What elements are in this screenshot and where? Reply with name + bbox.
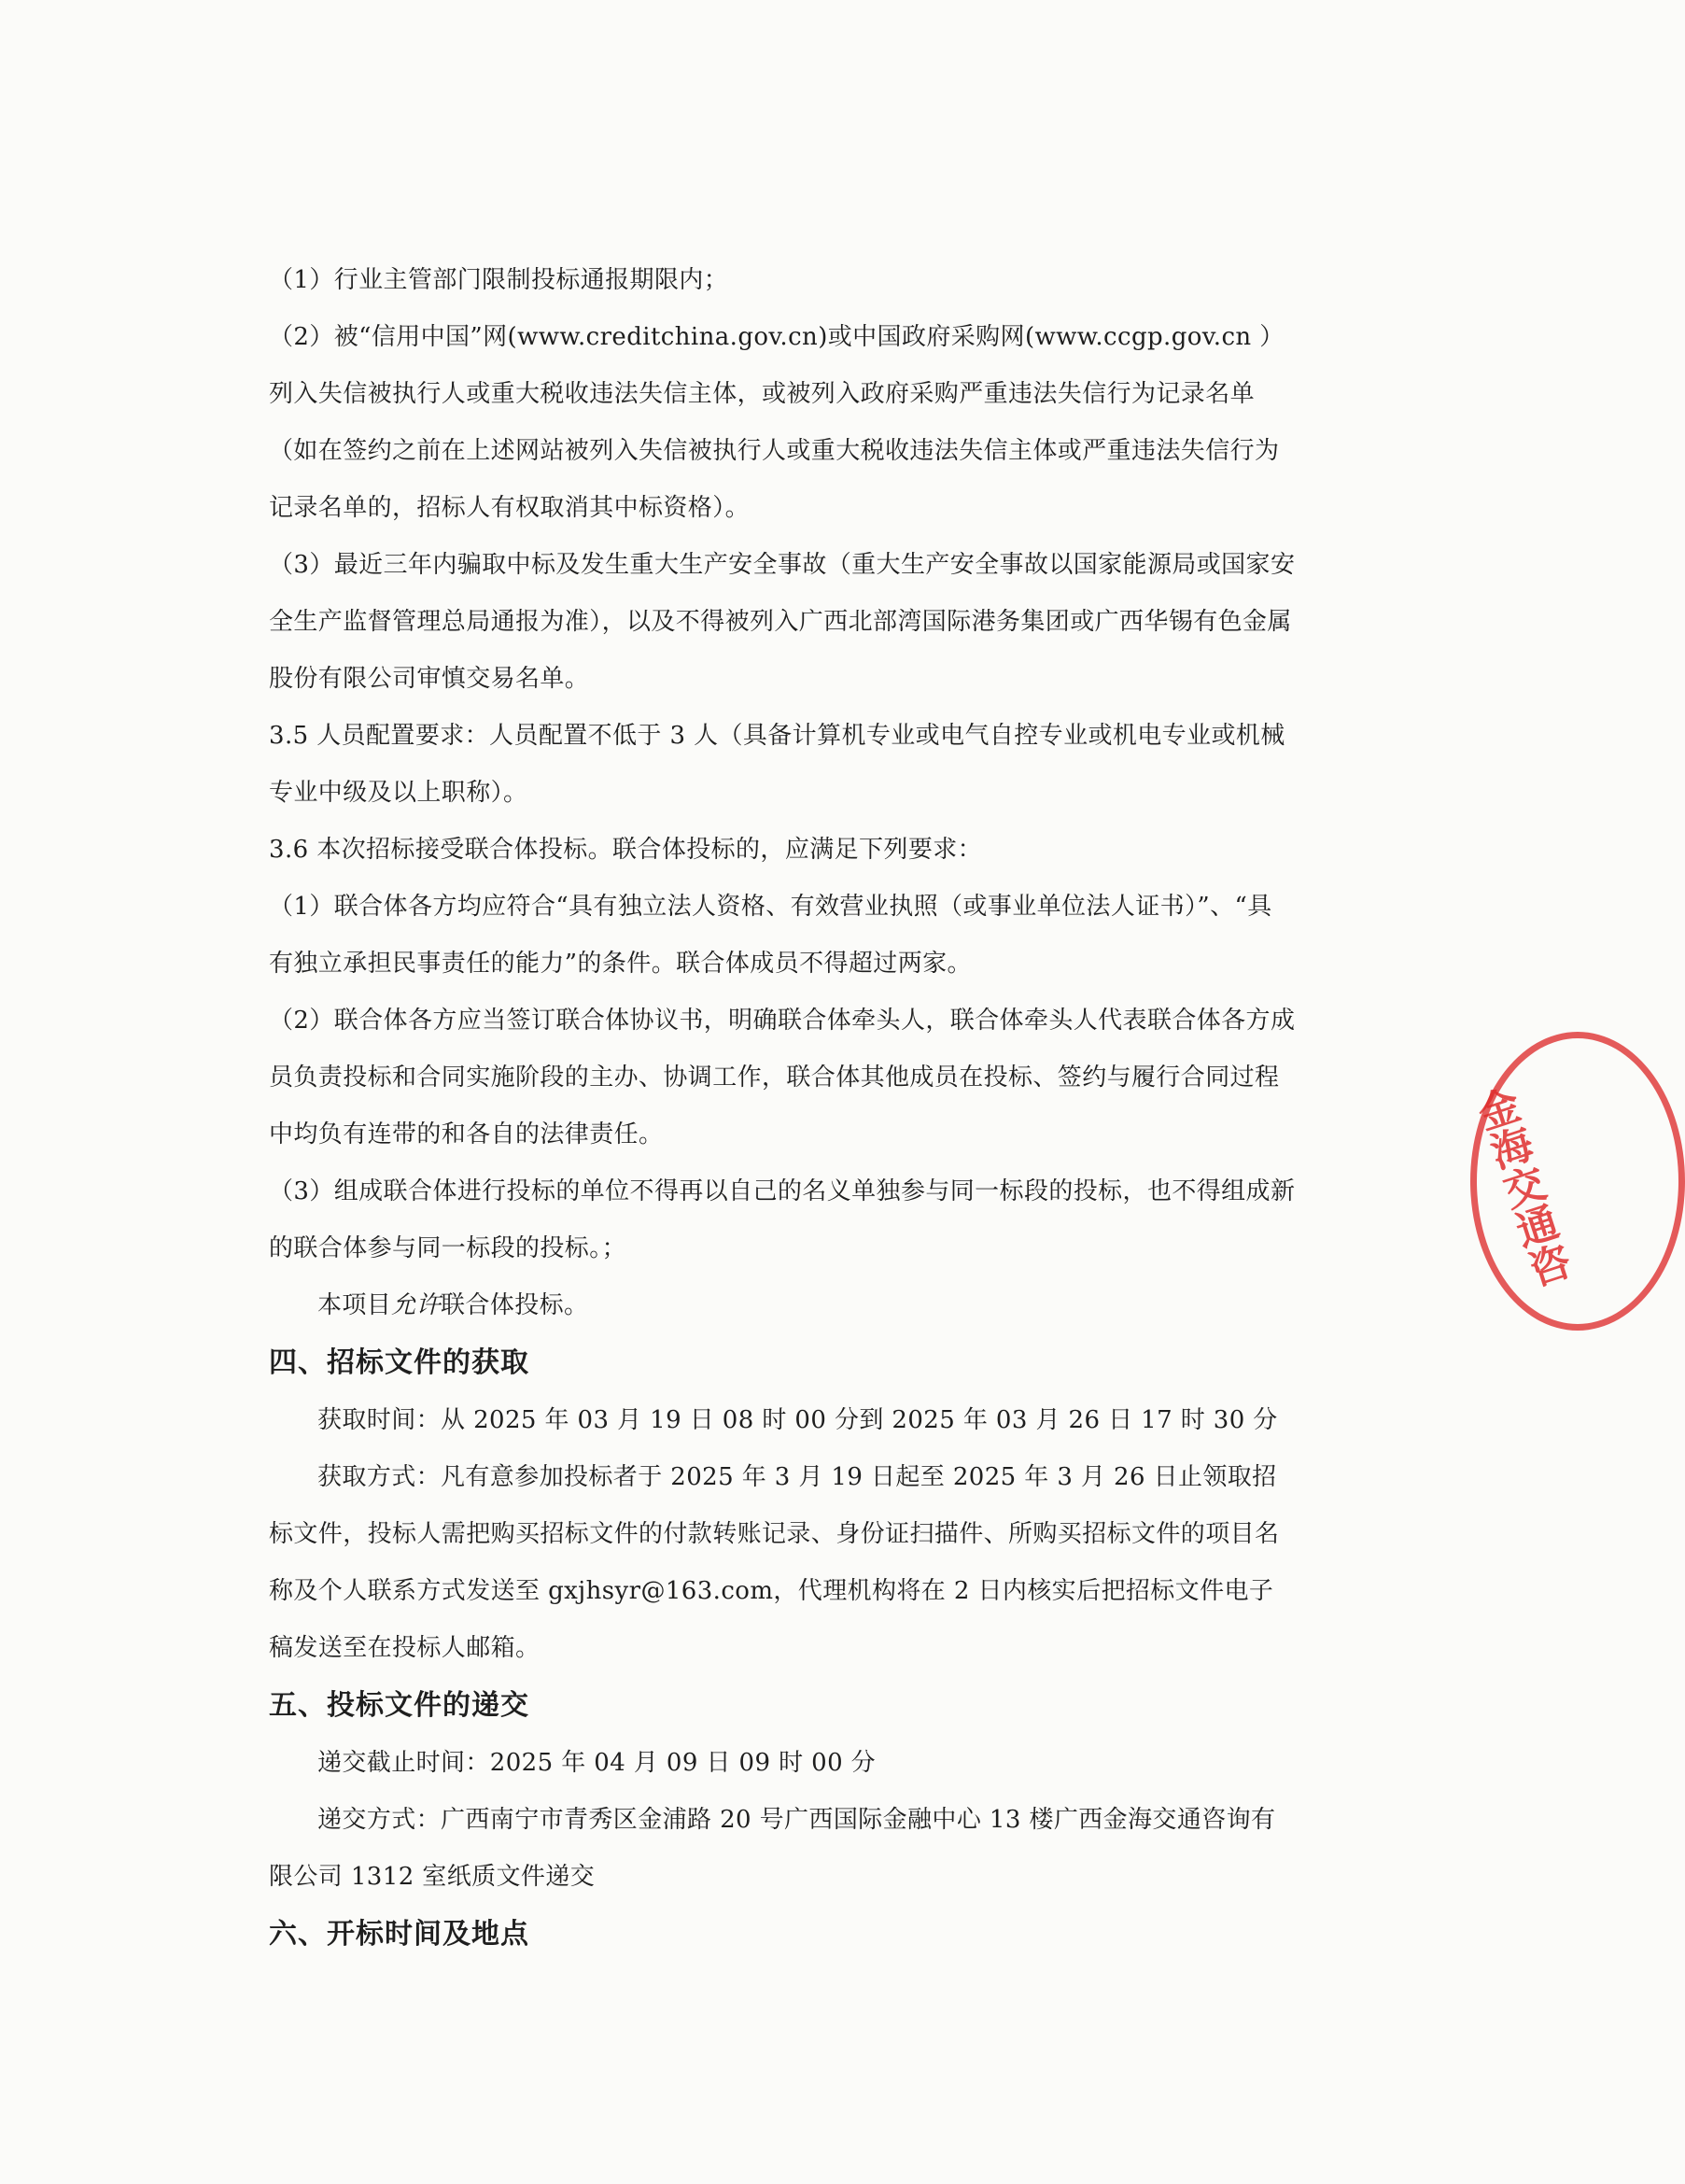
paragraph-joint-req-3: （3）组成联合体进行投标的单位不得再以自己的名义单独参与同一标段的投标，也不得组成新的联合体参与同一标段的投标。；	[269, 1177, 1296, 1262]
section-4-heading: 四、招标文件的获取	[269, 1346, 529, 1379]
paragraph-joint-allowed	[269, 1277, 1296, 1334]
paragraph-restriction-1: （1）行业主管部门限制投标通报期限内；	[269, 266, 729, 294]
paragraph-staffing: 3.5 人员配置要求：人员配置不低于 3 人（具备计算机专业或电气自控专业或机电专业或机械专业中级及以上职称）。	[269, 722, 1285, 807]
joint-suffix: 联合体投标。	[441, 1291, 589, 1319]
joint-prefix: 本项目	[317, 1291, 392, 1319]
section-5-heading: 五、投标文件的递交	[269, 1689, 529, 1722]
joint-emphasis: 允许	[391, 1291, 442, 1319]
company-seal	[1466, 1032, 1685, 1331]
paragraph-restriction-2: （2）被“信用中国”网(www.creditchina.gov.cn)或中国政府采购网(www.ccgp.gov.cn ）列入失信被执行人或重大税收违法失信主体，或被列入政府采购严重违法失信行为记录名单（如在签约之前在上述网站被列入失信被执行人或重大税收违法失信主体或严重违法失信行为记录名单的，招标人有权取消其中标资格）。	[269, 323, 1285, 522]
paragraph-joint-req-2: （2）联合体各方应当签订联合体协议书，明确联合体牵头人，联合体牵头人代表联合体各方成员负责投标和合同实施阶段的主办、协调工作，联合体其他成员在投标、签约与履行合同过程中均负有连带的和各自的法律责任。	[269, 1007, 1296, 1148]
section-5-deadline: 递交截止时间：2025 年 04 月 09 日 09 时 00 分	[317, 1749, 877, 1777]
section-4-time: 获取时间：从 2025 年 03 月 19 日 08 时 00 分到 2025 年 03 月 26 日 17 时 30 分	[317, 1406, 1278, 1434]
paragraph-restriction-3: （3）最近三年内骗取中标及发生重大生产安全事故（重大生产安全事故以国家能源局或国家安全生产监督管理总局通报为准），以及不得被列入广西北部湾国际港务集团或广西华锡有色金属股份有限公司审慎交易名单。	[269, 551, 1296, 693]
paragraph-joint-bid-intro: 3.6 本次招标接受联合体投标。联合体投标的，应满足下列要求：	[269, 836, 983, 864]
paragraph-joint-req-1: （1）联合体各方均应符合“具有独立法人资格、有效营业执照（或事业单位法人证书）”、“具有独立承担民事责任的能力”的条件。联合体成员不得超过两家。	[269, 893, 1272, 978]
seal-text: 金海交通咨	[1466, 1082, 1575, 1293]
section-4-method: 获取方式：凡有意参加投标者于 2025 年 3 月 19 日起至 2025 年 3 月 26 日止领取招标文件，投标人需把购买招标文件的付款转账记录、身份证扫描件、所购买招标文件的项目名称及个人联系方式发送至 gxjhsyr@163.com，代理机构将在 2 日内核实后把招标文件电子稿发送至在投标人邮箱。	[269, 1463, 1280, 1662]
document-body	[269, 252, 1296, 1964]
section-6-heading: 六、开标时间及地点	[269, 1918, 529, 1951]
section-5-method: 递交方式：广西南宁市青秀区金浦路 20 号广西国际金融中心 13 楼广西金海交通咨询有限公司 1312 室纸质文件递交	[269, 1806, 1276, 1891]
